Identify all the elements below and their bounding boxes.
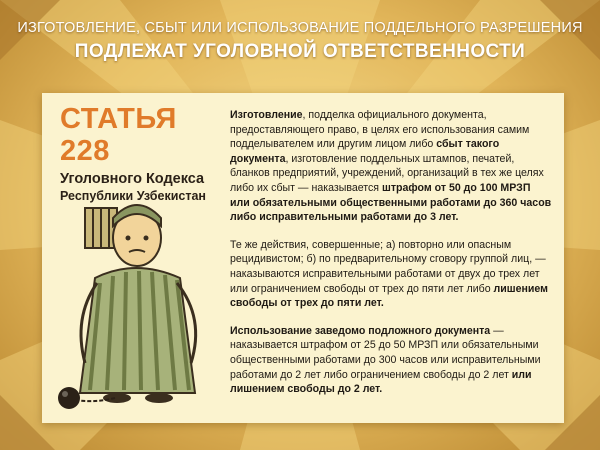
prisoner-with-ball-and-chain-icon — [55, 178, 215, 418]
code-name: Уголовного Кодекса — [60, 171, 205, 187]
header-subtitle: ИЗГОТОВЛЕНИЕ, СБЫТ ИЛИ ИСПОЛЬЗОВАНИЕ ПОДДЕЛЬНОГО РАЗРЕШЕНИЯ — [17, 20, 583, 36]
country-name: Республики Узбекистан — [60, 189, 206, 203]
article-number: СТАТЬЯ 228 — [60, 103, 177, 167]
paragraph-1 — [230, 108, 552, 225]
p1-text-2: , изготовление поддельных штампов, печатей, бланков предприятий, учреждений, организаций в тех же целях либо их сбыт — наказывается — [230, 152, 544, 194]
header — [0, 20, 600, 63]
p2-bold-1: лишением свободы от трех до пяти лет. — [230, 282, 549, 310]
p1-text-1: , подделка официального документа, предоставляющего право, в целях его использования самим подделывателем или другим лицом либо — [230, 109, 530, 151]
paragraph-2 — [230, 238, 552, 311]
header-title: ПОДЛЕЖАТ УГОЛОВНОЙ ОТВЕТСТВЕННОСТИ — [74, 41, 526, 62]
p3-bold-2: или лишением свободы до 2 лет. — [230, 368, 532, 396]
p3-bold-1: Использование заведомо подложного документа — [230, 324, 491, 337]
paragraph-3 — [230, 324, 552, 397]
p1-bold-2: сбыт такого документа — [230, 138, 500, 165]
p2-text-1: Те же действия, совершенные; а) повторно или опасным рецидивистом; б) по предварительному сговору группой лиц, — наказываются исправительными работами от двух до трех лет или ограничением свободы от трех до пяти лет либо — [230, 238, 546, 295]
p1-bold-1: Изготовление — [230, 109, 303, 121]
article-text — [230, 108, 552, 410]
p3-text-1: — наказывается штрафом от 25 до 50 МРЗП или обязательными общественными работами до 300 часов или исправительными работами до 2 лет либо ограничением свободы до 2 лет — [230, 324, 541, 381]
p1-bold-3: штрафом от 50 до 100 МРЗП или обязательными общественными работами до 360 часов либо исправительными работами до 3 лет. — [230, 181, 552, 224]
